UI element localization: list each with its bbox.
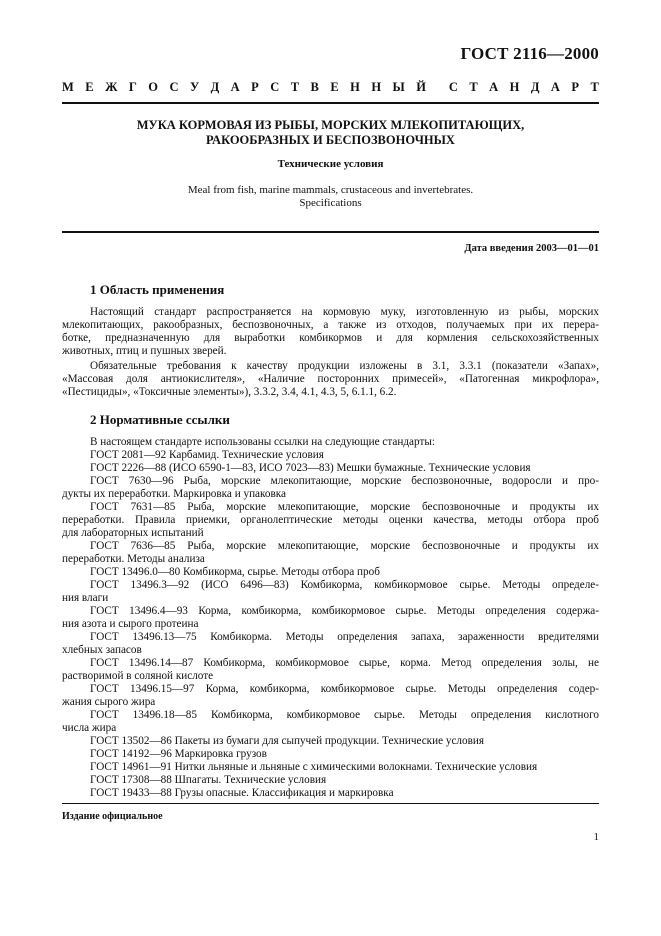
title-line-1: МУКА КОРМОВАЯ ИЗ РЫБЫ, МОРСКИХ МЛЕКОПИТАЮЩИХ, [136, 118, 525, 132]
reference-continuation: переработки. Методы анализа [62, 553, 205, 565]
banner-letter: Е [85, 80, 94, 94]
reference-line: ГОСТ 14961—91 Нитки льняные и льняные с химическими волокнами. Технические условия [90, 761, 538, 773]
reference-item [90, 774, 599, 787]
section-1-paragraph-1 [62, 306, 599, 358]
banner-letter: Д [530, 80, 540, 94]
references-intro: В настоящем стандарте использованы ссылки на следующие стандарты: [90, 436, 435, 448]
subtitle: Технические условия [277, 158, 384, 170]
section-2-heading: 2 Нормативные ссылки [90, 412, 230, 427]
reference-item [90, 566, 599, 579]
banner-letter: Ж [105, 80, 118, 94]
reference-item [90, 735, 599, 748]
reference-continuation: числа жира [62, 722, 117, 734]
reference-line: ГОСТ 7631—85 Рыба, морские млекопитающие, морские беспозвоночные и продукты их [90, 501, 599, 513]
reference-item [62, 657, 599, 683]
introduction-date: Дата введения 2003—01—01 [464, 243, 599, 254]
reference-item [90, 449, 599, 462]
reference-continuation: ния влаги [62, 592, 109, 604]
banner-letter: Д [210, 80, 220, 94]
p1-line-3: ботке, предназначенную для выработки комбикормов и для кормления сельскохозяйственных [62, 332, 599, 344]
footer-rule [62, 803, 599, 804]
english-title-line-2: Specifications [299, 197, 362, 209]
reference-line: ГОСТ 13496.18—85 Комбикорма, комбикормовое сырье. Методы определения кислотного [90, 709, 599, 721]
reference-item [90, 462, 599, 475]
reference-item [90, 748, 599, 761]
reference-line: ГОСТ 13496.14—87 Комбикорма, комбикормовое сырье, корма. Метод определения золы, не [90, 657, 599, 669]
reference-item [62, 709, 599, 735]
document-title [62, 118, 599, 148]
p1-line-1: Настоящий стандарт распространяется на кормовую муку, изготовленную из рыбы, морских [90, 306, 599, 318]
banner-letter: А [489, 80, 499, 94]
reference-continuation: переработки. Правила приемки, органолептические методы оценки качества, методы отбора проб [62, 514, 599, 526]
banner-letter: Ы [392, 80, 405, 94]
english-title-line-1: Meal from fish, marine mammals, crustaceous and invertebrates. [187, 184, 474, 196]
banner-letter: С [169, 80, 179, 94]
reference-continuation: жания сырого жира [62, 696, 156, 708]
banner-letter: С [270, 80, 280, 94]
banner-letter: У [189, 80, 200, 94]
banner-letter: Т [590, 80, 599, 94]
gost-code: ГОСТ 2116—2000 [460, 44, 599, 63]
reference-line: ГОСТ 7636—85 Рыба, морские млекопитающие, морские беспозвоночные и продукты их [90, 540, 599, 552]
reference-line: ГОСТ 13496.3—92 (ИСО 6496—83) Комбикорма, комбикормовое сырье. Методы определе- [90, 579, 599, 591]
banner-letter: В [310, 80, 319, 94]
reference-line: ГОСТ 7630—96 Рыба, морские млекопитающие, морские беспозвоночные, водоросли и про- [90, 475, 599, 487]
banner-letter: О [148, 80, 159, 94]
banner-letter: Й [416, 80, 426, 94]
p1-line-4: животных, птиц и пушных зверей. [62, 345, 227, 357]
reference-item [62, 475, 599, 501]
banner-letter: Т [290, 80, 300, 94]
references-list [62, 436, 599, 800]
banner-letter: Н [350, 80, 360, 94]
banner-letter: Р [251, 80, 259, 94]
title-line-2: РАКООБРАЗНЫХ И БЕСПОЗВОНОЧНЫХ [206, 133, 455, 147]
reference-line: ГОСТ 13496.4—93 Корма, комбикорма, комбикормовое сырье. Методы определения содержа- [90, 605, 599, 617]
reference-item [62, 605, 599, 631]
reference-line: ГОСТ 2226—88 (ИСО 6590-1—83, ИСО 7023—83) Мешки бумажные. Технические условия [90, 462, 531, 474]
p2-line-1: Обязательные требования к качеству продукции изложены в 3.1, 3.3.1 (показатели «Запах», [90, 360, 599, 372]
reference-item [62, 540, 599, 566]
banner-letter: Н [509, 80, 520, 94]
p2-line-2: «Массовая доля антиокислителя», «Наличие посторонних примесей», «Патогенная микрофлора», [62, 373, 599, 385]
banner-letter: Г [128, 80, 137, 94]
top-rule [62, 102, 599, 104]
reference-line: ГОСТ 2081—92 Карбамид. Технические условия [90, 449, 324, 461]
reference-continuation: ния азота и сырого протеина [62, 618, 199, 630]
reference-line: ГОСТ 13496.15—97 Корма, комбикорма, комбикормовое сырье. Методы определения содер- [90, 683, 599, 695]
banner-letter: Н [371, 80, 382, 94]
banner-letter: Р [571, 80, 580, 94]
reference-continuation: растворимой в соляной кислоте [62, 670, 214, 682]
reference-line: ГОСТ 13502—86 Пакеты из бумаги для сыпучей продукции. Технические условия [90, 735, 485, 747]
reference-item [90, 787, 599, 800]
reference-item [90, 761, 599, 774]
reference-item [62, 683, 599, 709]
banner-letter: Е [330, 80, 339, 94]
p1-line-2: млекопитающих, ракообразных, беспозвоночных, а также из отходов, получаемых при их перера- [62, 319, 599, 331]
reference-item [62, 501, 599, 540]
header-rule [62, 231, 599, 233]
reference-line: ГОСТ 14192—96 Маркировка грузов [90, 748, 267, 760]
reference-line: ГОСТ 17308—88 Шпагаты. Технические условия [90, 774, 327, 786]
banner-letter: А [550, 80, 560, 94]
p2-line-3: «Пестициды», «Токсичные элементы»), 3.3.2, 3.4, 4.1, 4.3, 5, 6.1.1, 6.2. [62, 386, 397, 398]
banner-letter: А [230, 80, 240, 94]
reference-line: ГОСТ 13496.0—80 Комбикорма, сырье. Методы отбора проб [90, 566, 380, 578]
english-title [62, 184, 599, 210]
reference-line: ГОСТ 13496.13—75 Комбикорма. Методы определения запаха, зараженности вредителями [90, 631, 599, 643]
reference-item [62, 579, 599, 605]
official-edition-label: Издание официальное [62, 811, 163, 822]
banner-letter: Т [469, 80, 478, 94]
reference-continuation: дукты их переработки. Маркировка и упаковка [62, 488, 286, 500]
reference-item [62, 631, 599, 657]
banner-letter: С [448, 80, 458, 94]
reference-continuation: для лабораторных испытаний [62, 527, 204, 539]
section-1-paragraph-2 [62, 360, 599, 399]
interstate-standard-banner [62, 80, 599, 95]
section-1-heading: 1 Область применения [90, 282, 225, 297]
reference-continuation: хлебных запасов [62, 644, 142, 656]
page-number: 1 [593, 831, 599, 843]
banner-letter: М [62, 80, 74, 94]
reference-line: ГОСТ 19433—88 Грузы опасные. Классификация и маркировка [90, 787, 394, 799]
